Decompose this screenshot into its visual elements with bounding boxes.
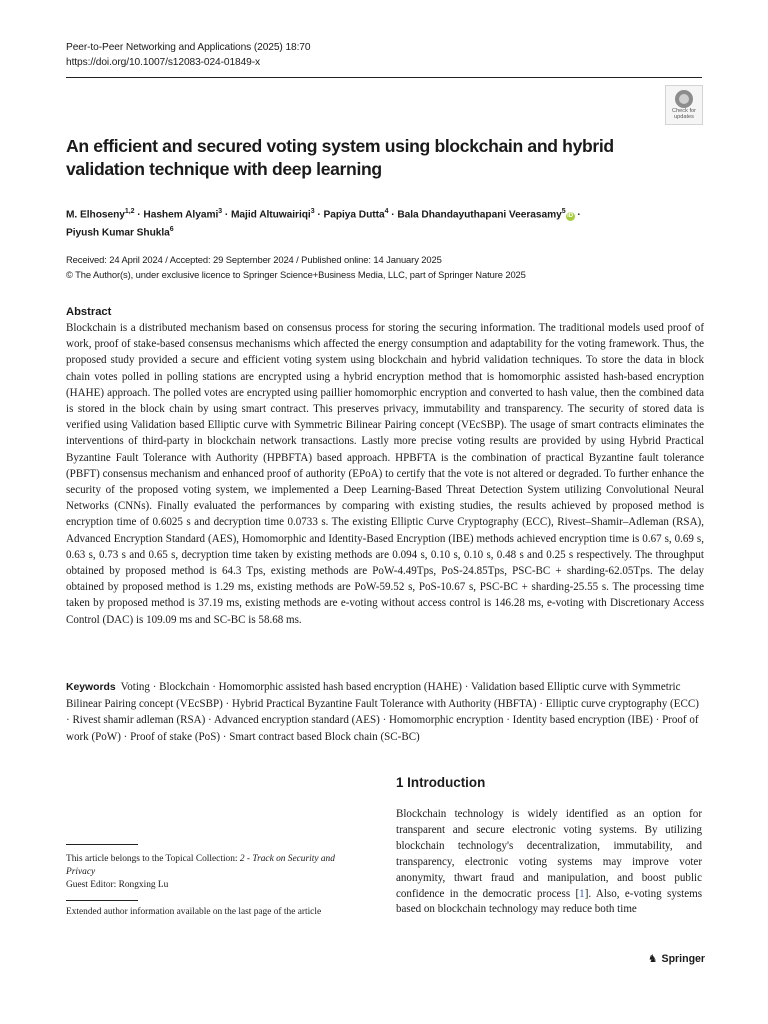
introduction-heading: 1 Introduction: [396, 775, 486, 790]
check-updates-icon: [675, 90, 693, 108]
doi-link[interactable]: https://doi.org/10.1007/s12083-024-01849-x: [66, 57, 261, 68]
check-for-updates-badge[interactable]: [665, 85, 703, 125]
keywords-list: Voting · Blockchain · Homomorphic assisted hash based encryption (HAHE) · Validation based Elliptic curve with Symmetric Bilinear Pairing concept (VEcSBP) · Hybrid Practical Byzantine Fault Tolerance with Authority (HBFTA) · Elliptic curve cryptography (ECC) · Rivest shamir adleman (RSA) · Advanced encryption standard (AES) · Homomorphic encryption · Identity based encryption (IBE) · Proof of work (PoW) · Proof of stake (PoS) · Smart contract based Block chain (SC-BC): [66, 681, 699, 743]
author-separator: ·: [134, 209, 144, 221]
intro-text-part1: Blockchain technology is widely identified as an option for transparent and secure electronic voting systems. By utilizing blockchain technology's decentralization, immutability, and transparency, electronic voting systems may improve voter anonymity, thwart fraud and manipulation, and boost public confidence in the democratic process [: [396, 808, 702, 900]
author-separator: ·: [574, 209, 581, 221]
author-affiliation: 3: [310, 208, 315, 215]
check-updates-line2: updates: [674, 114, 694, 120]
author-affiliation: 1,2: [124, 208, 135, 215]
footnote-divider: [66, 844, 138, 845]
publication-dates: Received: 24 April 2024 / Accepted: 29 September 2024 / Published online: 14 January 2025: [66, 254, 442, 265]
introduction-text: [396, 807, 702, 918]
publisher-logo: [648, 952, 705, 966]
collection-name: 2 - Track on Security and Privacy: [66, 854, 335, 877]
copyright-notice: © The Author(s), under exclusive licence to Springer Science+Business Media, LLC, part of Springer Nature 2025: [66, 269, 526, 280]
author-separator: ·: [388, 209, 398, 221]
citation-link[interactable]: 1: [579, 887, 585, 900]
guest-editor: Guest Editor: Rongxing Lu: [66, 880, 169, 890]
header-divider: [66, 77, 702, 78]
extended-author-note: Extended author information available on the last page of the article: [66, 907, 322, 917]
author-name: Bala Dhandayuthapani Veerasamy: [397, 209, 562, 221]
article-title: An efficient and secured voting system using blockchain and hybrid validation technique with deep learning: [66, 136, 614, 179]
author-affiliation: 4: [384, 208, 389, 215]
author-name: M. Elhoseny: [66, 209, 125, 221]
author-name: Piyush Kumar Shukla: [66, 227, 170, 239]
intro-text-part2: ]. Also, e-voting systems based on blockchain technology may reduce both time: [396, 887, 703, 916]
journal-citation: Peer-to-Peer Networking and Applications (2025) 18:70: [66, 42, 311, 53]
springer-horse-icon: ♞: [648, 953, 658, 965]
check-updates-line1: Check for: [672, 108, 696, 114]
footnote-divider: [66, 900, 138, 901]
collection-prefix: This article belongs to the Topical Collection:: [66, 854, 240, 864]
keywords-section: [66, 679, 704, 745]
orcid-icon[interactable]: iD: [567, 213, 574, 220]
author-separator: ·: [314, 209, 324, 221]
keywords-heading: Keywords: [66, 682, 116, 693]
author-list: [66, 204, 686, 241]
author-affiliation: 6: [169, 226, 174, 234]
author-affiliation: 5: [561, 208, 566, 215]
author-separator: ·: [222, 209, 231, 221]
author-name: Papiya Dutta: [323, 209, 385, 221]
topical-collection-note: [66, 853, 366, 892]
abstract-text: Blockchain is a distributed mechanism based on consensus process for storing the securing information. The traditional models used proof of work, proof of stake-based consensus mechanisms which affected the energy consumption and adaptability for the voting framework. Thus, the proposed study provided a secure and efficient voting system using blockchain and hybrid validation techniques. To store the data in block chain votes polled in polling stations are encrypted using a hybrid encryption method that is homomorphic assisted hash-based encryption (HAHE) approach. The polled votes are encrypted using paillier homomorphic encryption and converted to hash value, then the combined data is stored in the block chain by using smart contract. This preserves privacy, immutability and transparency. The security of stored data is verified using Validation based Elliptic curve with Symmetric Bilinear Pairing concept (VEcSBP). The usage of smart contracts eliminates the interventions of third-party in blockchain network transactions. Lastly more precise voting results are provided by using Hybrid Practical Byzantine Fault Tolerance with Authority (HPBFTA) based approach. HPBFTA is the combination of practical Byzantine fault tolerance (PBFT) consensus mechanism and enhanced proof of authority (EPoA) to certify that the vote is not altered or degraded. To further enhance the security of the proposed voting system, we implemented a Deep Learning-Based Threat Detection System utilizing Convolutional Neural Networks (CNNs). Finally evaluated the performances by comparing with existing studies, the results achieved by proposed method is encryption time of 0.6025 s and decryption time 0.0733 s. The existing Elliptic Curve Cryptography (ECC), Rivest–Shamir–Adleman (RSA), Advanced Encryption Standard (AES), Homomorphic and Identity-Based Encryption (IBE) methods achieved encryption time is 0.67 s, 0.69 s, 0.63 s, 0.73 s and 0.65 s, decryption time taken by existing methods are 0.094 s, 0.10 s, 0.10 s, 0.48 s and 0.25 s respectively. The throughput obtained by proposed method is 64.3 Tps, existing methods are PoW-4.49Tps, PoS-24.85Tps, PSC-BC + sharding-62.05Tps. The delay obtained by proposed method is 1.29 ms, existing methods are PoW-59.52 s, PoS-10.67 s, PSC-BC + sharding-25.55 s. The processing time taken by proposed method is 37.19 ms, existing methods are e-voting without access control is 146.28 ms, e-voting with Discretionary Access Control (DAC) is 109.09 ms and SC-BC is 58.68 ms.: [66, 322, 704, 626]
author-name: Majid Altuwairiqi: [231, 209, 311, 221]
author-name: Hashem Alyami: [143, 209, 219, 221]
publisher-name: Springer: [661, 953, 706, 965]
author-affiliation: 3: [218, 208, 223, 215]
abstract-heading: Abstract: [66, 306, 112, 318]
